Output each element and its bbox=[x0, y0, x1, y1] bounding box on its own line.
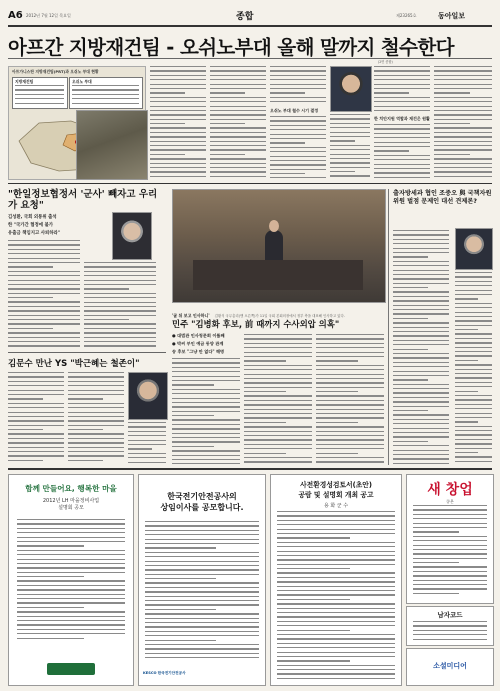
section-title: 종합 bbox=[236, 12, 254, 22]
story2-sub1: 김성환, 국회 외통위 출석 bbox=[8, 215, 57, 220]
story4-text-col3 bbox=[316, 334, 384, 464]
ad1-line1: 함께 만들어요, 행복한 마을 bbox=[25, 484, 117, 493]
map-info-box-2 bbox=[69, 77, 143, 109]
ad-small-mid[interactable] bbox=[406, 606, 494, 646]
story2-text-col1 bbox=[8, 240, 80, 348]
story4-text-col2 bbox=[244, 334, 312, 464]
map-info-box-1 bbox=[12, 77, 68, 109]
ad4-bottom: 소셜미디어 bbox=[433, 662, 467, 670]
ad2-line1: 한국전기안전공사의 bbox=[167, 492, 237, 501]
page-label: A6 bbox=[8, 10, 23, 21]
minister-photo bbox=[112, 212, 152, 260]
story4-sub2: ● 박씨 부인 예금 동양 관계 bbox=[172, 341, 224, 346]
lead-text-col6 bbox=[434, 66, 492, 178]
ad4-sub: 큐온 bbox=[446, 499, 454, 504]
date-line: 2012년 7월 12일 목요일 bbox=[26, 13, 71, 18]
ad-startup[interactable] bbox=[406, 474, 494, 604]
story2-sub3: 유출금 책임지고 사퇴하라" bbox=[8, 231, 61, 236]
issue-number: 제23265호 bbox=[396, 13, 417, 18]
lead-headline-rule bbox=[8, 58, 492, 59]
lead-text-col2 bbox=[210, 66, 266, 178]
lead-text-col5b bbox=[374, 124, 430, 178]
map-title: 아프가니스탄 지방재건팀(PRT)과 오쉬노 부대 현황 bbox=[12, 69, 99, 74]
ad-env-review-notice[interactable] bbox=[270, 474, 402, 686]
ad4-big: 새 창업 bbox=[427, 482, 473, 498]
lh-logo bbox=[47, 663, 95, 675]
ad1-line2: 2012년 LH 마을정비사업 bbox=[42, 498, 100, 504]
ad-social-media[interactable] bbox=[406, 648, 494, 686]
ad2-line2: 상임이사를 공모합니다. bbox=[160, 503, 244, 512]
ad3-sub: 용 화 군 수 bbox=[323, 503, 349, 509]
story4-text-col1 bbox=[172, 358, 240, 464]
story2-headline: "한일정보협정서 '군사' 빼자고 우리가 요청" bbox=[8, 189, 158, 211]
story3-headline: 김문수 만난 YS "박근혜는 철존이" bbox=[8, 359, 140, 369]
ad2-footer: KESCO 한국전기안전공사 bbox=[143, 671, 186, 675]
right-column-divider bbox=[388, 189, 389, 465]
right-text-col2 bbox=[455, 272, 492, 464]
right-column-headline: 출자방세과 협인 조중오 與 국책자원위원 벌점 문제인 대선 견제론? bbox=[393, 190, 492, 205]
lead-text-col5 bbox=[374, 66, 430, 114]
lead-byline: (2면 종합) bbox=[378, 60, 393, 64]
lead-subhead-1: 오쉬노 부대 철수 시기 결정 bbox=[270, 108, 319, 113]
paper-name: 동아일보 bbox=[438, 12, 466, 20]
ad3-line1: 사전환경성검토서(초안) bbox=[300, 481, 372, 489]
lead-text-col4 bbox=[330, 114, 370, 178]
soldier-photo bbox=[76, 110, 148, 180]
lead-text-col3a bbox=[270, 66, 326, 106]
ad3-line2: 공람 및 설명회 개최 공고 bbox=[298, 491, 374, 499]
right-text-col1 bbox=[393, 230, 449, 464]
story3-text-col2 bbox=[68, 372, 124, 464]
lead-bottom-rule bbox=[8, 183, 492, 184]
lead-text-col1 bbox=[150, 66, 206, 178]
photo-caption-text: 김황식 국무총리(맨 오른쪽)가 11일 국회 본회의장에서 정부 측을 대표해 인사하고 있다. bbox=[214, 314, 345, 318]
story4-headline: 민주 "김병화 후보, 前 때까지 수사외압 의혹" bbox=[172, 319, 340, 329]
assembly-photo bbox=[172, 189, 386, 303]
masthead bbox=[8, 8, 492, 24]
ys-photo bbox=[128, 372, 168, 420]
ad-lh-village[interactable] bbox=[8, 474, 134, 686]
story2-sub2: 한 "국가간 협정에 불가 bbox=[8, 223, 54, 228]
story2-text-col2 bbox=[84, 262, 156, 348]
photo-caption bbox=[172, 302, 384, 316]
ad4-mid: 남자코드 bbox=[437, 611, 463, 619]
ads-top-rule bbox=[8, 468, 492, 470]
map-box1-title: 지방재건팀 bbox=[15, 79, 34, 84]
masthead-rule bbox=[8, 25, 492, 27]
story3-text-col3 bbox=[128, 422, 166, 464]
lead-text-col3b bbox=[270, 116, 326, 178]
map-box2-title: 오쉬노 부대 bbox=[72, 79, 92, 84]
ad1-line3: 설명회 공모 bbox=[58, 505, 84, 511]
official-portrait-photo bbox=[330, 66, 372, 112]
story4-sub3: 송 후보 "그냥 안 없다" 해명 bbox=[172, 349, 225, 354]
ad-kesco[interactable] bbox=[138, 474, 266, 686]
right-column-photo bbox=[455, 228, 493, 270]
lead-subhead-2: 한 치안지원 역할과 재건은 원활 bbox=[374, 116, 430, 121]
photo-caption-title: '굴 뒤 보고 인사하니' bbox=[172, 313, 210, 318]
lead-headline: 아프간 지방재건팀 - 오쉬노부대 올해 말까지 철수한다 bbox=[8, 36, 454, 59]
story2-bottom-rule bbox=[8, 352, 166, 353]
story3-text-col1 bbox=[8, 372, 64, 464]
story4-sub1: ● 대법관 인사청문회 이틀째 bbox=[172, 333, 225, 338]
